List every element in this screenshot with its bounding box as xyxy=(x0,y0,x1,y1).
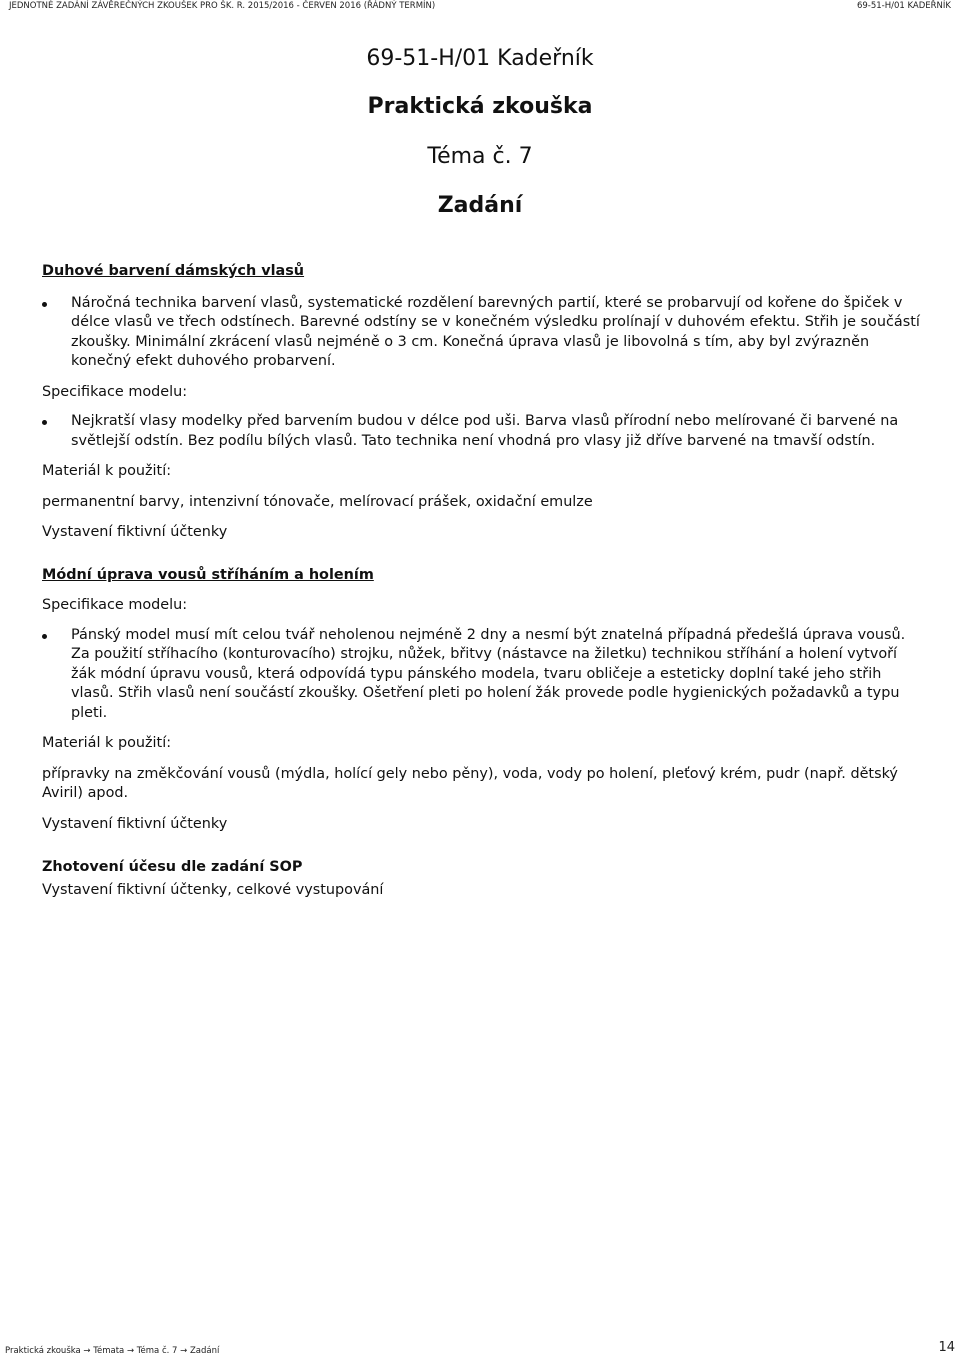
footer-breadcrumb: Praktická zkouška → Témata → Téma č. 7 → Zadání xyxy=(5,1346,220,1356)
section3-text: Vystavení fiktivní účtenky, celkové vystupování xyxy=(42,881,384,898)
section3-title: Zhotovení účesu dle zadání SOP xyxy=(42,859,303,875)
section1-material: permanentní barvy, intenzivní tónovače, melírovací prášek, oxidační emulze xyxy=(42,493,593,510)
section1-bullet-description: Náročná technika barvení vlasů, systematické rozdělení barevných partií, které se probarvují od kořene do špiček v délce vlasů ve třech odstínech. Barevné odstíny se v konečném výsledku prolínají v duhovém efektu. Střih je součástí zkoušky. Minimální zkrácení vlasů nejméně o 3 cm. Konečná úprava vlasů je libovolná s tím, aby byl zvýrazněn konečný efekt duhového probarvení. xyxy=(42,294,922,372)
topic-title: Téma č. 7 xyxy=(427,144,533,169)
exam-title: Praktická zkouška xyxy=(367,94,593,119)
section1-list xyxy=(42,294,922,372)
section2-list xyxy=(42,626,922,724)
section1-spec-list xyxy=(42,412,922,451)
section2-receipt: Vystavení fiktivní účtenky xyxy=(42,815,228,832)
section1-material-label: Materiál k použití: xyxy=(42,463,172,479)
section1-spec-label: Specifikace modelu: xyxy=(42,383,188,400)
page-number: 14 xyxy=(938,1340,955,1355)
header-left: JEDNOTNÉ ZADÁNÍ ZÁVĚREČNÝCH ZKOUŠEK PRO ŠK. R. 2015/2016 - ČERVEN 2016 (ŘÁDNÝ TERMÍN) xyxy=(9,1,436,11)
section1-receipt: Vystavení fiktivní účtenky xyxy=(42,524,228,540)
document-content xyxy=(42,262,922,900)
header-right: 69-51-H/01 KADEŘNÍK xyxy=(856,1,951,11)
section2-title: Módní úprava vousů stříháním a holením xyxy=(42,566,374,583)
section2-spec-label: Specifikace modelu: xyxy=(42,597,188,613)
assignment-title: Zadání xyxy=(437,193,523,218)
section1-title: Duhové barvení dámských vlasů xyxy=(42,263,305,279)
section2-bullet-model: Pánský model musí mít celou tvář neholenou nejméně 2 dny a nesmí být znatelná případná předešlá úprava vousů. Za použití stříhacího (konturovacího) strojku, nůžek, břitvy (nástavce na žiletku) technikou stříhání a holení vytvoří žák módní úpravu vousů, která odpovídá typu pánského modela, tvaru obličeje a esteticky doplní také jeho střih vlasů. Střih vlasů není součástí zkoušky. Ošetření pleti po holení žák provede podle hygienických požadavků a typu pleti. xyxy=(42,626,922,724)
section2-material: přípravky na změkčování vousů (mýdla, holící gely nebo pěny), voda, vody po holení, pleťový krém, pudr (např. dětský Aviril) apod. xyxy=(42,765,898,801)
section1-bullet-model: Nejkratší vlasy modelky před barvením budou v délce pod uši. Barva vlasů přírodní nebo melírované či barvené na světlejší odstín. Bez podílu bílých vlasů. Tato technika není vhodná pro vlasy již dříve barvené na tmavší odstín. xyxy=(42,412,922,451)
document-code-title: 69-51-H/01 Kadeřník xyxy=(366,46,594,71)
section2-material-label: Materiál k použití: xyxy=(42,735,172,751)
